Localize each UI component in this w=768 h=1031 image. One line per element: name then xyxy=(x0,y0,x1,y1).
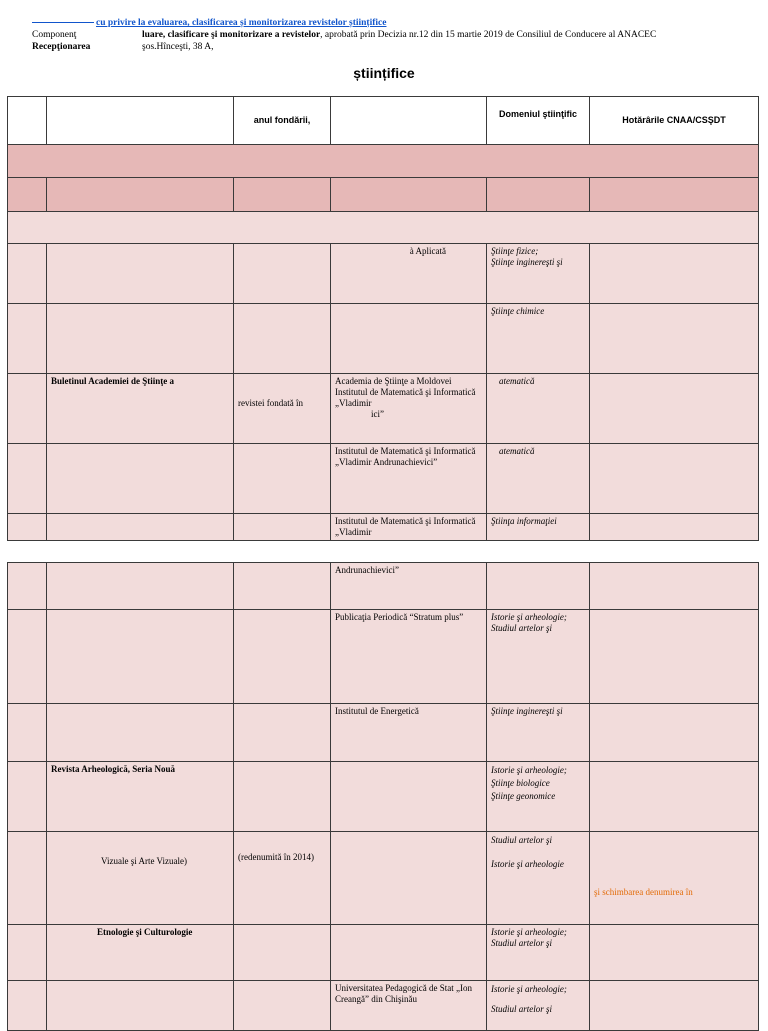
founder-text: Academia de Ştiinţe a Moldovei Institutul de Matematică şi Informatică „Vladimir xyxy=(335,376,476,408)
row-number-cell xyxy=(8,610,47,704)
founder-cell xyxy=(331,925,487,981)
domain-cell xyxy=(487,444,590,514)
domain-spacer xyxy=(491,846,585,858)
domain-spacer xyxy=(491,995,585,1003)
domain-line: Ştiinţe inginereşti şi xyxy=(491,257,563,267)
decision-cell xyxy=(590,514,759,541)
table-row xyxy=(8,832,759,925)
domain-cell xyxy=(487,304,590,374)
table-row xyxy=(8,374,759,444)
domain-cell xyxy=(487,610,590,704)
decision-cell xyxy=(590,444,759,514)
domain-cell xyxy=(487,514,590,541)
table-cell xyxy=(8,178,47,212)
founded-cell xyxy=(234,304,331,374)
founder-cell xyxy=(331,374,487,444)
founder-cell xyxy=(331,762,487,832)
header-cell: Hotărârile CNAA/CSŞDT xyxy=(590,97,759,145)
header-bold-value: luare, clasificare şi monitorizare a revistelor xyxy=(142,30,321,40)
row-number-cell xyxy=(8,925,47,981)
domain-line: Studiul artelor şi xyxy=(491,1004,553,1014)
table-row xyxy=(8,704,759,762)
domain-line: Istorie şi arheologie; xyxy=(491,984,567,994)
journals-table-part2 xyxy=(7,562,759,1031)
row-number-cell xyxy=(8,563,47,610)
decision-cell xyxy=(590,762,759,832)
founded-cell: (redenumită în 2014) xyxy=(234,832,331,925)
founder-cell: à Aplicată xyxy=(331,244,487,304)
founded-cell xyxy=(234,514,331,541)
founder-cell xyxy=(331,304,487,374)
header-link-text[interactable]: cu privire la evaluarea, clasificarea și monitorizarea revistelor științifice xyxy=(96,18,387,28)
domain-cell xyxy=(487,762,590,832)
decision-cell xyxy=(590,304,759,374)
domain-line: Istorie şi arheologie; xyxy=(491,927,567,937)
table-row xyxy=(8,444,759,514)
journals-table-part1 xyxy=(7,96,759,541)
header-key: Componenţ xyxy=(32,30,77,40)
row-number-cell xyxy=(8,762,47,832)
subsection-row xyxy=(8,178,759,212)
domain-line: Istorie şi arheologie; xyxy=(491,612,567,622)
founder-cell: Andrunachievici” xyxy=(331,563,487,610)
domain-line: Istorie şi arheologie xyxy=(491,859,564,869)
header-link[interactable] xyxy=(32,18,386,28)
journal-title-cell xyxy=(47,304,234,374)
founded-cell xyxy=(234,610,331,704)
table-cell xyxy=(234,178,331,212)
founder-cell xyxy=(331,832,487,925)
domain-cell xyxy=(487,704,590,762)
journal-title-cell: Vizuale şi Arte Vizuale) xyxy=(47,832,234,925)
row-number-cell xyxy=(8,444,47,514)
journal-title-cell: Buletinul Academiei de Ştiinţe a xyxy=(47,374,234,444)
domain-line: Ştiinţa informaţiei xyxy=(491,516,557,526)
header-cell xyxy=(8,97,47,145)
domain-band-row xyxy=(8,212,759,244)
header-cell xyxy=(47,97,234,145)
row-number-cell xyxy=(8,514,47,541)
domain-cell xyxy=(487,981,590,1031)
domain-line: atematică xyxy=(499,446,535,456)
domain-line: Studiul artelor şi xyxy=(491,623,553,633)
founded-cell xyxy=(234,704,331,762)
domain-band xyxy=(8,212,759,244)
founded-cell xyxy=(234,762,331,832)
founded-cell xyxy=(234,444,331,514)
domain-cell xyxy=(487,374,590,444)
domain-cell xyxy=(487,244,590,304)
row-number-cell xyxy=(8,981,47,1031)
domain-line: Ştiinţe geonomice xyxy=(491,791,556,801)
table-cell xyxy=(47,178,234,212)
domain-line: Ştiinţe fizice; xyxy=(491,246,539,256)
founded-cell: revistei fondată în xyxy=(234,374,331,444)
table-row xyxy=(8,563,759,610)
decision-cell xyxy=(590,981,759,1031)
domain-cell xyxy=(487,563,590,610)
founder-cell: Publicaţia Periodică “Stratum plus” xyxy=(331,610,487,704)
domain-line: Istorie şi arheologie; xyxy=(491,765,567,775)
domain-line: Ştiinţe inginereşti şi xyxy=(491,706,563,716)
founded-cell xyxy=(234,563,331,610)
row-number-cell xyxy=(8,304,47,374)
founded-cell xyxy=(234,925,331,981)
table-header-row xyxy=(8,97,759,145)
section-band xyxy=(8,145,759,178)
journal-title-cell xyxy=(47,444,234,514)
table-cell xyxy=(331,178,487,212)
journal-title-cell xyxy=(47,563,234,610)
journal-title-cell: Etnologie şi Culturologie xyxy=(47,925,234,981)
header-row-componenta xyxy=(32,30,656,40)
journal-title-cell xyxy=(47,244,234,304)
decision-cell xyxy=(590,704,759,762)
founder-cell: Universitatea Pedagogică de Stat „Ion Creangă” din Chişinău xyxy=(331,981,487,1031)
table-row xyxy=(8,514,759,541)
row-number-cell xyxy=(8,832,47,925)
header-key: Recepţionarea xyxy=(32,42,91,52)
row-number-cell xyxy=(8,244,47,304)
journal-title-cell xyxy=(47,514,234,541)
domain-line: Studiul artelor şi xyxy=(491,938,553,948)
domain-line: Ştiinţe biologice xyxy=(491,778,550,788)
founded-cell xyxy=(234,981,331,1031)
decision-cell xyxy=(590,925,759,981)
founder-text: ici” xyxy=(371,409,384,419)
domain-line: atematică xyxy=(499,376,535,386)
decision-cell xyxy=(590,563,759,610)
link-underline xyxy=(32,22,94,23)
header-cell xyxy=(331,97,487,145)
founder-cell: Institutul de Matematică şi Informatică „Vladimir xyxy=(331,514,487,541)
journal-title-cell xyxy=(47,610,234,704)
domain-cell xyxy=(487,925,590,981)
header-value: şos.Hînceşti, 38 A, xyxy=(142,42,214,52)
table-cell xyxy=(487,178,590,212)
decision-cell: şi schimbarea denumirea în xyxy=(590,832,759,925)
row-number-cell xyxy=(8,704,47,762)
founder-cell: Institutul de Energetică xyxy=(331,704,487,762)
table-row xyxy=(8,244,759,304)
table-row xyxy=(8,610,759,704)
page-title: științifice xyxy=(353,65,415,81)
table-row xyxy=(8,762,759,832)
decision-cell xyxy=(590,244,759,304)
header-value: , aprobată prin Decizia nr.12 din 15 martie 2019 de Consiliul de Conducere al ANACEC xyxy=(320,30,657,40)
header-cell: anul fondării, xyxy=(234,97,331,145)
decision-cell xyxy=(590,610,759,704)
founder-cell: Institutul de Matematică şi Informatică „Vladimir Andrunachievici” xyxy=(331,444,487,514)
journal-title-cell xyxy=(47,981,234,1031)
table-row xyxy=(8,925,759,981)
table-cell xyxy=(590,178,759,212)
row-number-cell xyxy=(8,374,47,444)
section-band-row xyxy=(8,145,759,178)
table-row xyxy=(8,304,759,374)
header-row-receptionare xyxy=(32,42,214,52)
domain-cell xyxy=(487,832,590,925)
journal-title-cell: Revista Arheologică, Seria Nouă xyxy=(47,762,234,832)
founded-cell xyxy=(234,244,331,304)
journal-title-cell xyxy=(47,704,234,762)
domain-line: Ştiinţe chimice xyxy=(491,306,545,316)
header-cell: Domeniul ştiinţific xyxy=(487,97,590,145)
domain-line: Studiul artelor şi xyxy=(491,835,553,845)
decision-cell xyxy=(590,374,759,444)
table-row xyxy=(8,981,759,1031)
